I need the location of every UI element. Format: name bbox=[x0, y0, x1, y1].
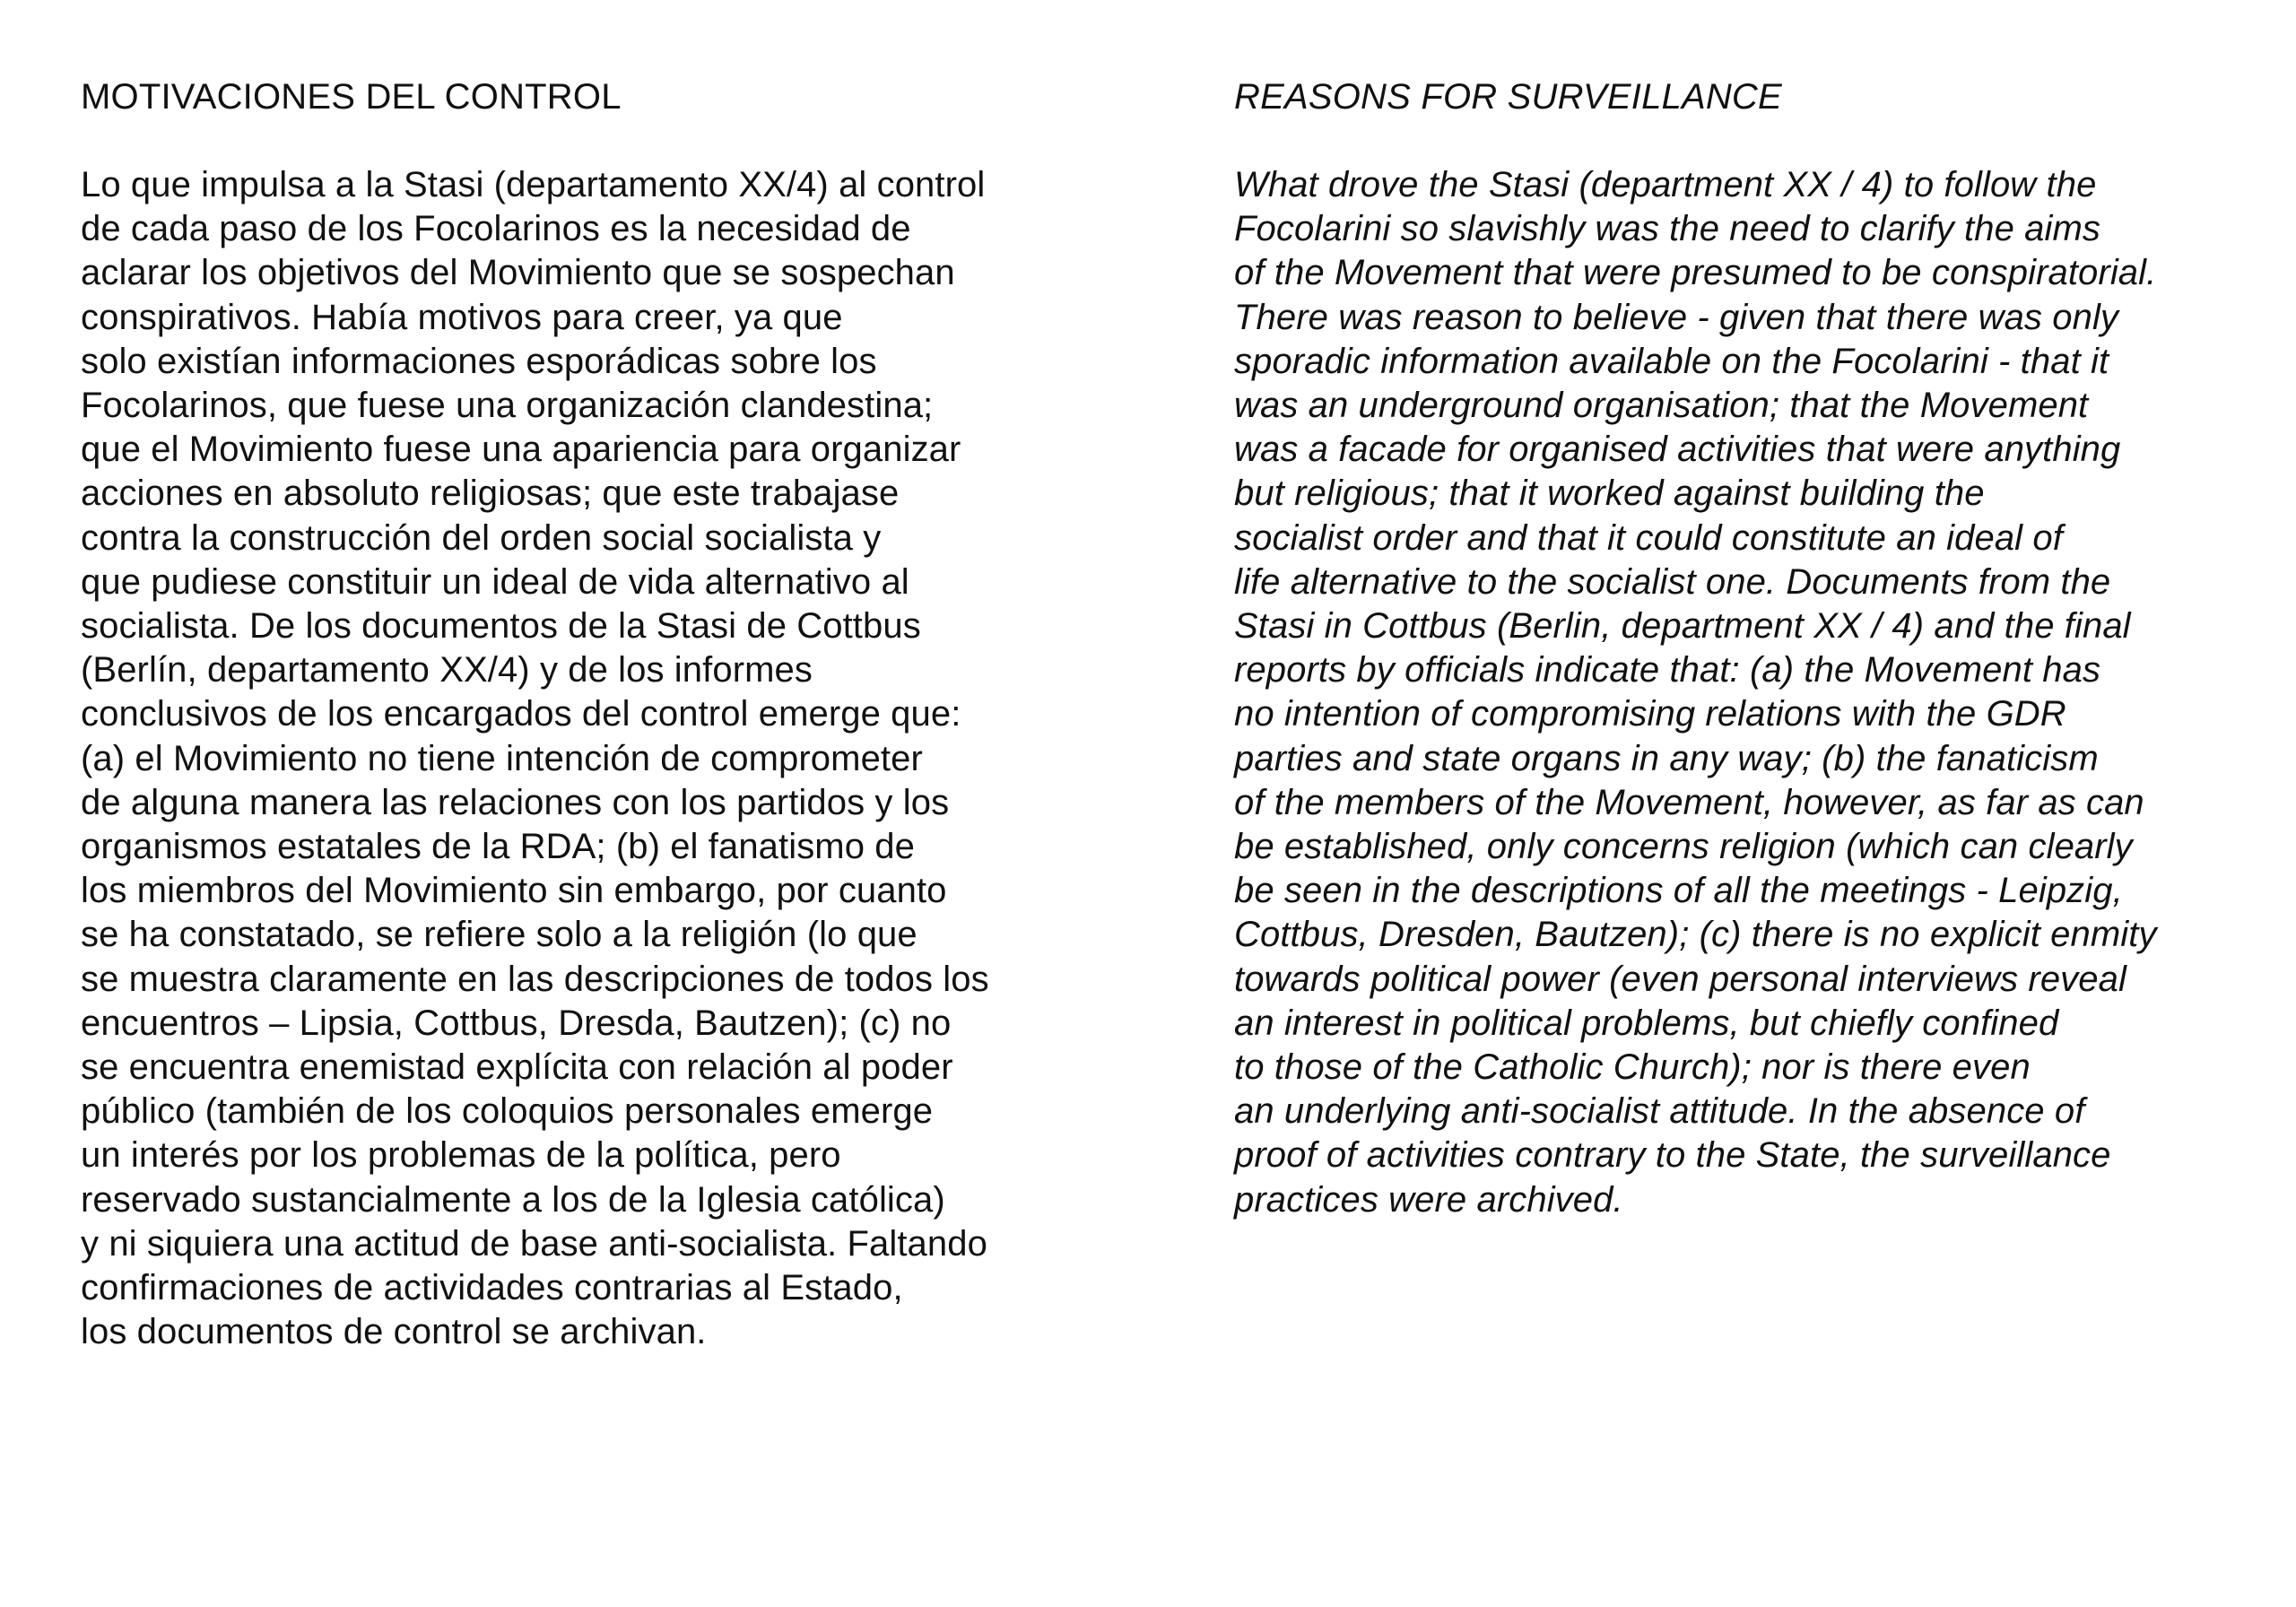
spanish-line: confirmaciones de actividades contrarias al Estado, bbox=[81, 1268, 903, 1308]
spanish-line: de alguna manera las relaciones con los partidos y los bbox=[81, 782, 950, 822]
spanish-line: (Berlín, departamento XX/4) y de los informes bbox=[81, 650, 813, 691]
spanish-line: los documentos de control se archivan. bbox=[81, 1312, 707, 1352]
english-line: parties and state organs in any way; (b) the fanaticism bbox=[1234, 738, 2099, 778]
english-line: proof of activities contrary to the State, the surveillance bbox=[1234, 1135, 2111, 1176]
spanish-line: socialista. De los documentos de la Stasi de Cottbus bbox=[81, 606, 921, 647]
english-line: of the members of the Movement, however, as far as can bbox=[1234, 782, 2144, 822]
english-line: life alternative to the socialist one. Documents from the bbox=[1234, 561, 2111, 602]
spanish-line: de cada paso de los Focolarinos es la necesidad de bbox=[81, 209, 911, 249]
english-line: There was reason to believe - given that there was only bbox=[1234, 297, 2119, 337]
spanish-line: un interés por los problemas de la política, pero bbox=[81, 1135, 841, 1176]
spanish-line: público (también de los coloquios personales emerge bbox=[81, 1091, 934, 1132]
english-line: towards political power (even personal interviews reveal bbox=[1234, 959, 2126, 999]
english-line: an interest in political problems, but chiefly confined bbox=[1234, 1003, 2059, 1043]
spanish-body bbox=[81, 163, 1175, 1354]
spanish-line: acciones en absoluto religiosas; que este trabajase bbox=[81, 473, 900, 514]
spanish-line: organismos estatales de la RDA; (b) el fanatismo de bbox=[81, 827, 915, 867]
spanish-line: Focolarinos, que fuese una organización clandestina; bbox=[81, 386, 934, 426]
english-body bbox=[1234, 163, 2266, 1222]
english-line: Cottbus, Dresden, Bautzen); (c) there is no explicit enmity bbox=[1234, 915, 2157, 955]
english-line: was an underground organisation; that the Movement bbox=[1234, 386, 2089, 426]
spanish-line: encuentros – Lipsia, Cottbus, Dresda, Bautzen); (c) no bbox=[81, 1003, 952, 1043]
spanish-line: conspirativos. Había motivos para creer, ya que bbox=[81, 297, 843, 337]
english-line: of the Movement that were presumed to be conspiratorial. bbox=[1234, 253, 2157, 293]
spanish-line: solo existían informaciones esporádicas sobre los bbox=[81, 341, 877, 381]
english-line: an underlying anti-socialist attitude. In the absence of bbox=[1234, 1091, 2085, 1132]
spanish-line: se muestra claramente en las descripciones de todos los bbox=[81, 959, 989, 999]
spanish-line: contra la construcción del orden social socialista y bbox=[81, 517, 882, 558]
spanish-line: los miembros del Movimiento sin embargo, por cuanto bbox=[81, 871, 947, 911]
spanish-line: se encuentra enemistad explícita con relación al poder bbox=[81, 1047, 953, 1088]
english-line: What drove the Stasi (department XX / 4) to follow the bbox=[1234, 165, 2097, 204]
spanish-line: que pudiese constituir un ideal de vida alternativo al bbox=[81, 561, 909, 602]
spanish-column bbox=[81, 75, 1175, 1354]
english-line: to those of the Catholic Church); nor is there even bbox=[1234, 1047, 2031, 1088]
spanish-line: y ni siquiera una actitud de base anti-socialista. Faltando bbox=[81, 1223, 987, 1264]
english-line: practices were archived. bbox=[1234, 1179, 1623, 1220]
english-line: socialist order and that it could constitute an ideal of bbox=[1234, 517, 2063, 558]
spanish-line: conclusivos de los encargados del control emerge que: bbox=[81, 694, 961, 734]
english-line: sporadic information available on the Focolarini - that it bbox=[1234, 341, 2109, 381]
english-line: reports by officials indicate that: (a) the Movement has bbox=[1234, 650, 2101, 691]
english-line: but religious; that it worked against building the bbox=[1234, 473, 1985, 514]
spanish-line: aclarar los objetivos del Movimiento que se sospechan bbox=[81, 253, 955, 293]
english-line: Stasi in Cottbus (Berlin, department XX / 4) and the final bbox=[1234, 606, 2131, 647]
spanish-line: reservado sustancialmente a los de la Iglesia católica) bbox=[81, 1179, 945, 1220]
english-line: be seen in the descriptions of all the meetings - Leipzig, bbox=[1234, 871, 2123, 911]
spanish-line: que el Movimiento fuese una apariencia para organizar bbox=[81, 430, 961, 470]
english-line: be established, only concerns religion (which can clearly bbox=[1234, 827, 2133, 867]
spanish-heading: MOTIVACIONES DEL CONTROL bbox=[81, 77, 622, 117]
english-line: no intention of compromising relations with the GDR bbox=[1234, 694, 2066, 734]
spanish-line: (a) el Movimiento no tiene intención de comprometer bbox=[81, 738, 923, 778]
english-heading: REASONS FOR SURVEILLANCE bbox=[1234, 77, 1782, 117]
english-column bbox=[1234, 75, 2266, 1222]
spanish-line: Lo que impulsa a la Stasi (departamento XX/4) al control bbox=[81, 165, 986, 204]
spanish-line: se ha constatado, se refiere solo a la religión (lo que bbox=[81, 915, 918, 955]
english-line: was a facade for organised activities that were anything bbox=[1234, 430, 2121, 470]
english-line: Focolarini so slavishly was the need to clarify the aims bbox=[1234, 209, 2101, 249]
